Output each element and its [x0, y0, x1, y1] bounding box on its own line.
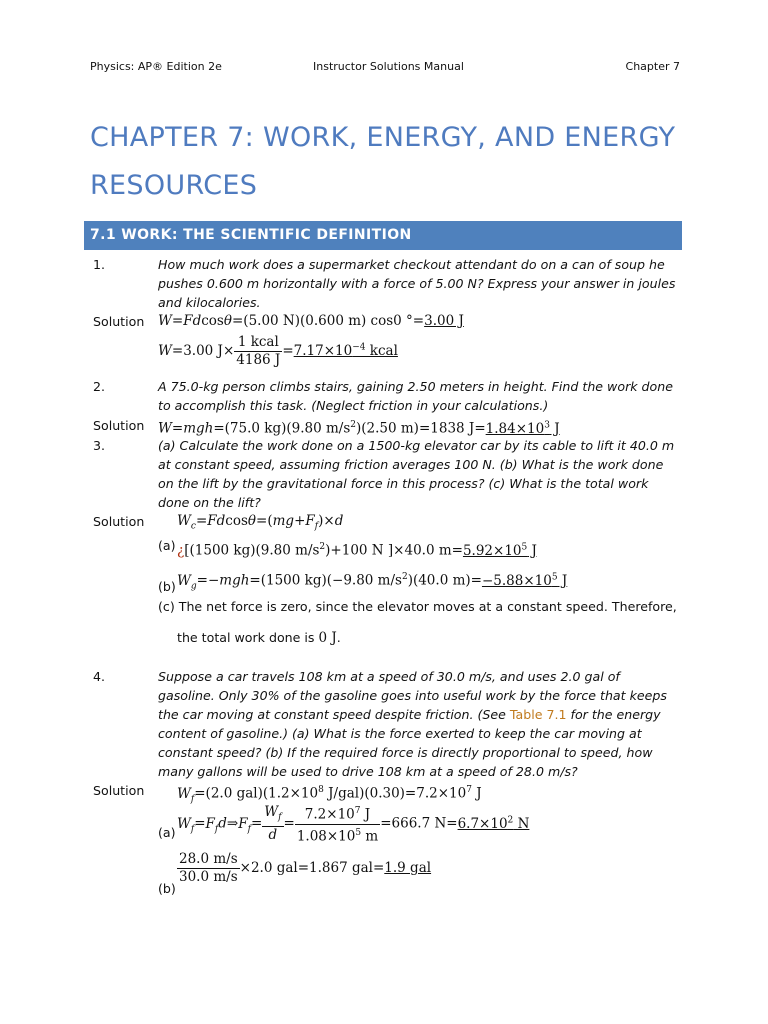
solution-1 — [93, 312, 683, 372]
equation-part-a: ¿[(1500 kg)(9.80 $m/s^2)+100$ N ]×40.0 $m=5.92\times 10^5$ J — [177, 542, 537, 559]
problem-2 — [93, 377, 683, 417]
problem-question: (a) Calculate the work done on a 1500-kg elevator car by its cable to lift it 40.0 m at constant speed, assuming friction averages 100 N. (b) What is the work done on the lift by the gravitational force in this process? (c) What is the total work done on the lift? — [158, 438, 675, 510]
equation-gallons: $\frac{28.0 m/s}{30.0 m/s}$ ×2.0 gal=1.867 gal=1.9 gal — [179, 851, 432, 885]
solution-4 — [93, 781, 683, 901]
header-manual-title: Instructor Solutions Manual — [313, 60, 464, 73]
solution-3 — [93, 512, 683, 652]
equation-force: $W_f=F_fd\Rightarrow F_f=$ $\frac{W_f}{d}$ = $\frac{7.2\times 10^7 J}{1.08\times 10^5 m}$ =666.7 $N=6.7\times 10^2$ N — [177, 803, 530, 844]
problem-question: A 75.0-kg person climbs stairs, gaining 2.50 meters in height. Find the work done to accomplish this task. (Neglect friction in your calculations.) — [158, 379, 673, 413]
problem-number: 3. — [93, 438, 106, 453]
solution-label: Solution — [93, 314, 145, 329]
equation-part-b: $W_g=-mgh=(1500$ kg)(−9.80 $m/s^2)(40.0$ $m)=-5.88\times 10^5$ J — [177, 572, 568, 592]
equation-work-1: W=Fdcosθ=(5.00 N)(0.600 m) cos0 °=3.00 J — [158, 313, 464, 329]
problem-number: 4. — [93, 669, 106, 684]
solution-label: Solution — [93, 783, 145, 798]
part-a-label: (a) — [158, 825, 176, 840]
chapter-title: CHAPTER 7: WORK, ENERGY, AND ENERGY RESOURCES — [90, 122, 676, 201]
page-header — [90, 60, 680, 76]
equation-work-2: W=mgh=(75.0 kg)(9.80 $m/s^2)(2.50$ m)=1838 $J=1.84\times 10^3$ J — [158, 420, 560, 437]
part-c-text-2: the total work done is 0 J. — [177, 630, 341, 646]
equation-useful-work: $W_f=(2.0$ $gal)(1.2\times 10^8$ $J/gal)(0.30)=7.2\times 10^7$ J — [177, 785, 482, 805]
problem-1 — [93, 255, 683, 313]
equation-kcal-1: W=3.00 J× $\frac{\text{1 kcal}}{4186 J}$ $=7.17\times 10^{-4}$ kcal — [158, 334, 398, 368]
problem-question: Suppose a car travels 108 km at a speed of 30.0 m/s, and uses 2.0 gal of gasoline. Only 30% of the gasoline goes into useful work by the force that keeps the car moving at constant speed despite friction. (See Table 7.1 for the energy content of gasoline.) (a) What is the force exerted to keep the car moving at constant speed? (b) If the required force is directly proportional to speed, how many gallons will be used to drive 108 km at a speed of 28.0 m/s? — [158, 669, 667, 779]
equation-cable-work: $W_c=Fdcos\theta=(mg+F_f)\times d$ — [177, 513, 344, 532]
solution-2 — [93, 416, 683, 436]
section-heading: 7.1 WORK: THE SCIENTIFIC DEFINITION — [84, 221, 682, 250]
header-book-title: Physics: AP® Edition 2e — [90, 60, 222, 73]
problem-3 — [93, 436, 683, 512]
part-c-text: (c) The net force is zero, since the elevator moves at a constant speed. Therefore, — [158, 599, 677, 614]
part-a-label: (a) — [158, 538, 176, 553]
problem-number: 1. — [93, 257, 106, 272]
part-b-label: (b) — [158, 881, 176, 896]
problem-number: 2. — [93, 379, 106, 394]
solution-label: Solution — [93, 514, 145, 529]
part-b-label: (b) — [158, 579, 176, 594]
header-chapter: Chapter 7 — [625, 60, 680, 73]
problem-question: How much work does a supermarket checkout attendant do on a can of soup he pushes 0.600 m horizontally with a force of 5.00 N? Express your answer in joules and kilocalories. — [158, 257, 676, 310]
table-7-1-link[interactable]: Table 7.1 — [509, 707, 567, 722]
problem-4 — [93, 667, 683, 781]
solution-label: Solution — [93, 418, 145, 433]
